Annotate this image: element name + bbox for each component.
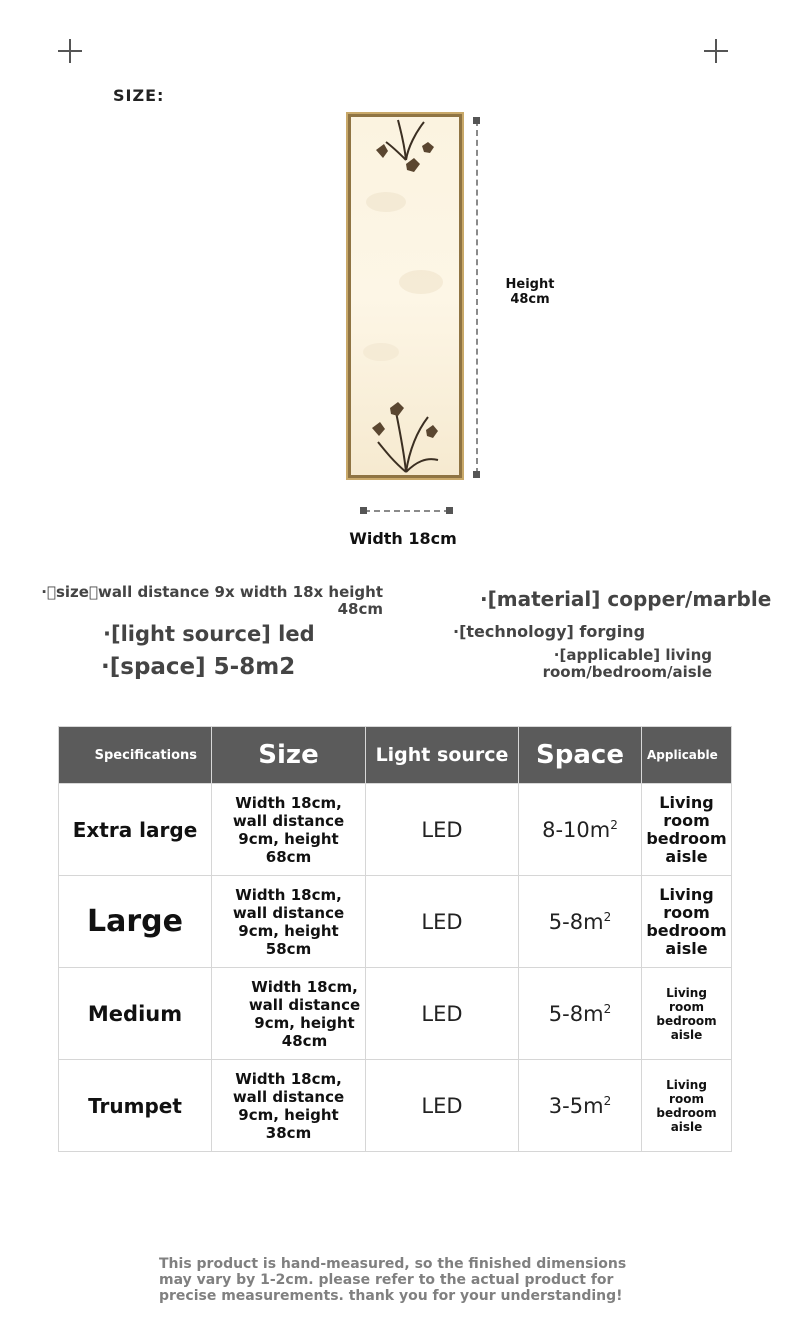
- row-size-line: Width 18cm,: [235, 793, 342, 812]
- row-applicable: [642, 876, 732, 968]
- table-row: [59, 784, 732, 876]
- header-specifications: Specifications: [59, 727, 212, 784]
- row-light-source: LED: [366, 1060, 519, 1152]
- width-dimension-cap-right: [446, 507, 453, 514]
- table-row: [59, 968, 732, 1060]
- row-applicable-line: room: [663, 810, 710, 830]
- row-size-line: 48cm: [281, 1031, 328, 1050]
- row-size: [212, 1060, 366, 1152]
- row-space-sup: 2: [603, 1093, 612, 1108]
- row-light-source: LED: [366, 876, 519, 968]
- header-size: Size: [212, 727, 366, 784]
- row-size-line: Width 18cm,: [235, 1069, 342, 1088]
- row-size-line: wall distance: [232, 811, 345, 830]
- row-size-line: 9cm, height: [238, 1105, 339, 1124]
- row-size-line: 58cm: [265, 939, 312, 958]
- spec-applicable-line2: room/bedroom/aisle: [542, 663, 712, 681]
- header-applicable: Applicable: [642, 727, 732, 784]
- height-label-line1: Height: [505, 277, 555, 292]
- row-space-sup: 2: [610, 817, 618, 832]
- measurement-disclaimer: This product is hand-measured, so the finished dimensions may vary by 1-2cm. please refer to the actual product for precise measurements. thank you for your understanding!: [159, 1256, 627, 1304]
- row-applicable-line: aisle: [665, 846, 708, 866]
- row-size-line: 38cm: [265, 1123, 312, 1142]
- row-space: [519, 876, 642, 968]
- row-size-line: Width 18cm,: [235, 885, 342, 904]
- row-applicable-line: bedroom: [646, 828, 727, 848]
- width-dimension-cap-left: [360, 507, 367, 514]
- row-applicable-line: Living: [659, 884, 714, 904]
- row-space-sup: 2: [603, 909, 612, 924]
- row-name: Extra large: [59, 784, 212, 876]
- row-applicable: [642, 968, 732, 1060]
- width-dimension-line: [364, 510, 450, 512]
- row-size-line: wall distance: [232, 1087, 345, 1106]
- spec-light-source: ·[light source] led: [103, 622, 315, 646]
- table-header-row: [59, 727, 732, 784]
- row-applicable-line: bedroom: [656, 1105, 717, 1120]
- specifications-table: [58, 726, 732, 1152]
- table-row: [59, 876, 732, 968]
- width-label: Width 18cm: [349, 529, 457, 548]
- spec-technology: ·[technology] forging: [453, 622, 646, 641]
- spec-size-line1: · size wall distance 9x width 18x height: [41, 583, 383, 601]
- size-heading: SIZE:: [113, 86, 165, 105]
- spec-material: ·[material] copper/marble: [480, 587, 772, 611]
- row-applicable: [642, 784, 732, 876]
- row-size-line: 68cm: [265, 847, 312, 866]
- row-space-value: 5-8m: [548, 909, 604, 934]
- row-applicable: [642, 1060, 732, 1152]
- row-size: [212, 968, 366, 1060]
- height-label: [498, 277, 562, 307]
- row-applicable-line: Living: [659, 792, 714, 812]
- row-applicable-line: Living: [666, 985, 707, 1000]
- corner-plus-icon-right: [704, 39, 728, 63]
- height-dimension-cap-top: [473, 117, 480, 124]
- row-applicable-line: aisle: [665, 938, 708, 958]
- row-light-source: LED: [366, 784, 519, 876]
- row-space-value: 8-10m: [542, 817, 611, 842]
- height-label-line2: 48cm: [510, 292, 550, 307]
- spec-applicable-line1: ·[applicable] living: [553, 646, 712, 664]
- header-space: Space: [519, 727, 642, 784]
- row-size-line: 9cm, height: [238, 921, 339, 940]
- row-applicable-line: room: [669, 999, 704, 1014]
- row-applicable-line: aisle: [670, 1119, 703, 1134]
- table-row: [59, 1060, 732, 1152]
- row-applicable-line: room: [663, 902, 710, 922]
- row-size-line: wall distance: [248, 995, 361, 1014]
- row-size: [212, 876, 366, 968]
- row-light-source: LED: [366, 968, 519, 1060]
- spec-size-line2: 48cm: [337, 600, 383, 618]
- row-name: Medium: [59, 968, 212, 1060]
- row-size-line: wall distance: [232, 903, 345, 922]
- row-size-line: 9cm, height: [254, 1013, 355, 1032]
- row-applicable-line: bedroom: [646, 920, 727, 940]
- height-dimension-cap-bottom: [473, 471, 480, 478]
- row-size-line: 9cm, height: [238, 829, 339, 848]
- header-light-source: Light source: [366, 727, 519, 784]
- row-applicable-line: bedroom: [656, 1013, 717, 1028]
- height-dimension-line: [476, 120, 478, 474]
- row-applicable-line: Living: [666, 1077, 707, 1092]
- row-applicable-line: aisle: [670, 1027, 703, 1042]
- row-name: Large: [59, 876, 212, 968]
- row-space: [519, 1060, 642, 1152]
- wall-lamp-image: [346, 112, 464, 480]
- row-applicable-line: room: [669, 1091, 704, 1106]
- row-space: [519, 784, 642, 876]
- spec-space: ·[space] 5-8m2: [101, 654, 296, 680]
- row-size-line: Width 18cm,: [251, 977, 358, 996]
- corner-plus-icon-left: [58, 39, 82, 63]
- row-space-value: 3-5m: [548, 1093, 604, 1118]
- row-space: [519, 968, 642, 1060]
- row-size: [212, 784, 366, 876]
- row-space-value: 5-8m: [548, 1001, 604, 1026]
- row-name: Trumpet: [59, 1060, 212, 1152]
- row-space-sup: 2: [603, 1001, 612, 1016]
